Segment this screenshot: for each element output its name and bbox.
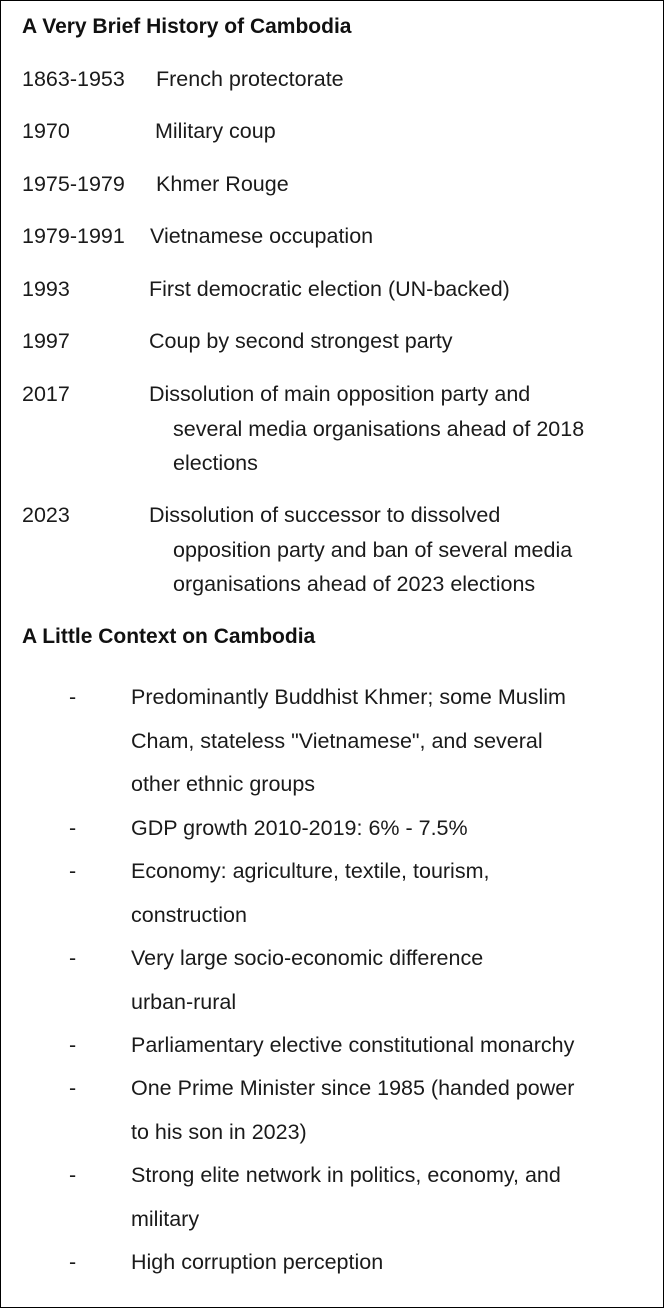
timeline-event bbox=[149, 498, 572, 602]
context-item-text bbox=[131, 1067, 646, 1154]
context-item-line: other ethnic groups bbox=[131, 772, 316, 796]
timeline-event bbox=[149, 272, 510, 307]
context-item-line: High corruption perception bbox=[131, 1250, 384, 1274]
context-item-line: military bbox=[131, 1206, 200, 1231]
context-item-line: Economy: agriculture, textile, tourism, bbox=[131, 859, 490, 883]
context-item-line: Strong elite network in politics, economy, and bbox=[131, 1163, 561, 1187]
bullet-dash: - bbox=[69, 1163, 77, 1187]
context-item-line: Very large socio-economic difference bbox=[131, 946, 484, 970]
context-item-text bbox=[131, 1154, 646, 1241]
timeline-event-line: Coup by second strongest party bbox=[149, 329, 453, 353]
timeline-event-line: Dissolution of main opposition party and bbox=[149, 382, 531, 406]
timeline-year: 2023 bbox=[22, 503, 70, 527]
timeline-event bbox=[156, 167, 289, 202]
timeline-event-line: Military coup bbox=[155, 119, 276, 143]
bullet-dash: - bbox=[69, 1033, 77, 1057]
context-item-line: Cham, stateless "Vietnamese", and several bbox=[131, 728, 543, 753]
context-item-line: GDP growth 2010-2019: 6% - 7.5% bbox=[131, 816, 468, 840]
timeline-event bbox=[149, 324, 453, 359]
timeline-event-line: First democratic election (UN-backed) bbox=[149, 277, 510, 301]
timeline-year: 1979-1991 bbox=[22, 224, 125, 248]
context-item-line: Parliamentary elective constitutional monarchy bbox=[131, 1033, 575, 1057]
context-item-text bbox=[131, 1024, 646, 1068]
timeline-event bbox=[149, 377, 584, 481]
timeline-event bbox=[156, 62, 344, 97]
context-item-line: construction bbox=[131, 902, 247, 927]
timeline-event-line: several media organisations ahead of 2018 bbox=[173, 416, 585, 441]
timeline-event-line: Khmer Rouge bbox=[156, 172, 289, 196]
timeline-event-line: French protectorate bbox=[156, 67, 344, 91]
bullet-dash: - bbox=[69, 685, 77, 709]
timeline-year: 1975-1979 bbox=[22, 172, 125, 196]
bullet-dash: - bbox=[69, 859, 77, 883]
timeline-year: 1993 bbox=[22, 277, 70, 301]
context-item-line: urban-rural bbox=[131, 989, 237, 1014]
timeline-event bbox=[155, 114, 276, 149]
bullet-dash: - bbox=[69, 946, 77, 970]
timeline-event-line: elections bbox=[173, 451, 258, 475]
timeline-event-line: opposition party and ban of several media bbox=[173, 537, 573, 562]
timeline-event-line: Dissolution of successor to dissolved bbox=[149, 503, 501, 527]
context-item-line: Predominantly Buddhist Khmer; some Muslim bbox=[131, 685, 566, 709]
timeline-event bbox=[150, 219, 373, 254]
timeline-event-line: Vietnamese occupation bbox=[150, 224, 374, 248]
context-item-text bbox=[131, 1241, 646, 1285]
bullet-dash: - bbox=[69, 816, 77, 840]
timeline-year: 1997 bbox=[22, 329, 70, 353]
timeline-event-line: organisations ahead of 2023 elections bbox=[173, 572, 536, 596]
timeline-heading: A Very Brief History of Cambodia bbox=[22, 15, 352, 38]
timeline-year: 1970 bbox=[22, 119, 70, 143]
context-heading: A Little Context on Cambodia bbox=[22, 625, 316, 648]
timeline-year: 1863-1953 bbox=[22, 67, 125, 91]
bullet-dash: - bbox=[69, 1250, 77, 1274]
context-item-line: to his son in 2023) bbox=[131, 1119, 307, 1144]
context-item-text bbox=[131, 807, 646, 851]
context-item-text bbox=[131, 676, 646, 807]
timeline-year: 2017 bbox=[22, 382, 70, 406]
context-item-text bbox=[131, 850, 646, 937]
context-item-text bbox=[131, 937, 646, 1024]
bullet-dash: - bbox=[69, 1076, 77, 1100]
context-item-line: One Prime Minister since 1985 (handed power bbox=[131, 1076, 575, 1100]
